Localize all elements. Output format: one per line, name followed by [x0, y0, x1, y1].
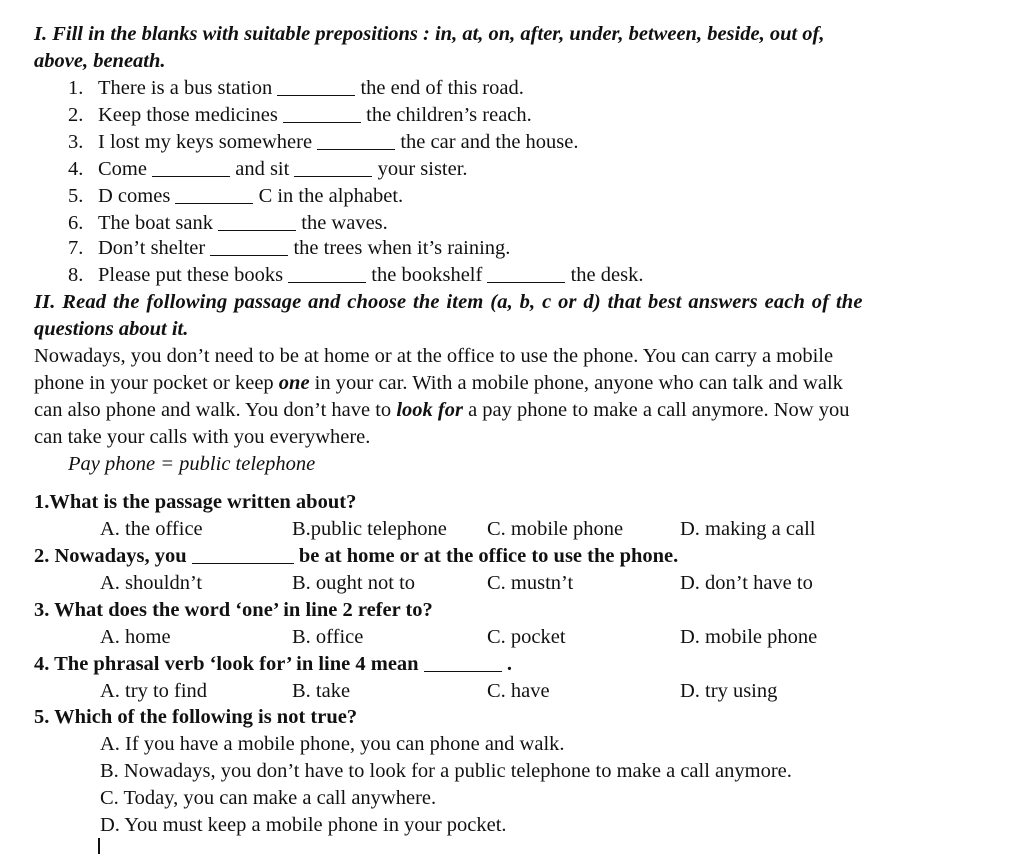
text-cursor [98, 838, 100, 854]
question-5: 5. Which of the following is not true? [34, 706, 358, 728]
q1-option-d[interactable]: D. making a call [680, 518, 816, 540]
q4-option-b[interactable]: B. take [292, 680, 351, 702]
question-2: 2. Nowadays, you be at home or at the office to use the phone. [34, 545, 679, 567]
passage-line-1: Nowadays, you don’t need to be at home or at the office to use the phone. You can carry a mobile [34, 345, 834, 367]
q2-option-c[interactable]: C. mustn’t [487, 572, 574, 594]
q4-blank[interactable] [424, 670, 502, 672]
q5-option-c[interactable]: C. Today, you can make a call anywhere. [100, 787, 437, 809]
q2-blank[interactable] [192, 562, 294, 564]
question-1: 1.What is the passage written about? [34, 491, 357, 513]
q2-option-a[interactable]: A. shouldn’t [100, 572, 203, 594]
blank-4b[interactable] [294, 175, 372, 177]
blank-3[interactable] [317, 148, 395, 150]
phrase-look-for: look for [396, 399, 463, 421]
q2-option-b[interactable]: B. ought not to [292, 572, 416, 594]
q5-option-a[interactable]: A. If you have a mobile phone, you can phone and walk. [100, 733, 565, 755]
q1-option-b[interactable]: B.public telephone [292, 518, 447, 540]
blank-7[interactable] [210, 254, 288, 256]
section1-heading-cont: above, beneath. [34, 50, 166, 72]
fill-item-3: 3. I lost my keys somewhere the car and the house. [68, 131, 579, 153]
q4-option-d[interactable]: D. try using [680, 680, 778, 702]
question-4: 4. The phrasal verb ‘look for’ in line 4 mean . [34, 653, 512, 675]
question-3: 3. What does the word ‘one’ in line 2 refer to? [34, 599, 433, 621]
q5-option-b[interactable]: B. Nowadays, you don’t have to look for a public telephone to make a call anymore. [100, 760, 792, 782]
q3-option-d[interactable]: D. mobile phone [680, 626, 818, 648]
fill-item-8: 8. Please put these books the bookshelf the desk. [68, 264, 644, 286]
q1-option-c[interactable]: C. mobile phone [487, 518, 624, 540]
section2-heading: II. Read the following passage and choose the item (a, b, c or d) that best answers each of the [34, 291, 863, 313]
fill-item-2: 2. Keep those medicines the children’s reach. [68, 104, 532, 126]
blank-2[interactable] [283, 121, 361, 123]
passage-note: Pay phone = public telephone [68, 453, 316, 475]
q5-option-d[interactable]: D. You must keep a mobile phone in your pocket. [100, 814, 507, 836]
q2-option-d[interactable]: D. don’t have to [680, 572, 813, 594]
blank-5[interactable] [175, 202, 253, 204]
fill-item-5: 5. D comes C in the alphabet. [68, 185, 404, 207]
section1-heading: I. Fill in the blanks with suitable prepositions : in, at, on, after, under, between, beside, out of, [34, 23, 825, 45]
q3-option-b[interactable]: B. office [292, 626, 364, 648]
q3-option-c[interactable]: C. pocket [487, 626, 566, 648]
blank-8b[interactable] [487, 281, 565, 283]
fill-item-7: 7. Don’t shelter the trees when it’s raining. [68, 237, 511, 259]
q4-option-c[interactable]: C. have [487, 680, 550, 702]
passage-line-3: can also phone and walk. You don’t have to look for a pay phone to make a call anymore. Now you [34, 399, 850, 421]
fill-item-6: 6. The boat sank the waves. [68, 212, 388, 234]
blank-8a[interactable] [288, 281, 366, 283]
fill-item-1: 1. There is a bus station the end of this road. [68, 77, 524, 99]
q3-option-a[interactable]: A. home [100, 626, 171, 648]
passage-line-4: can take your calls with you everywhere. [34, 426, 371, 448]
word-one: one [278, 372, 310, 394]
section2-heading-cont: questions about it. [34, 318, 189, 340]
blank-1[interactable] [277, 94, 355, 96]
passage-line-2: phone in your pocket or keep one in your car. With a mobile phone, anyone who can talk and walk [34, 372, 843, 394]
blank-6[interactable] [218, 229, 296, 231]
blank-4a[interactable] [152, 175, 230, 177]
q4-option-a[interactable]: A. try to find [100, 680, 208, 702]
q1-option-a[interactable]: A. the office [100, 518, 203, 540]
fill-item-4: 4. Come and sit your sister. [68, 158, 468, 180]
